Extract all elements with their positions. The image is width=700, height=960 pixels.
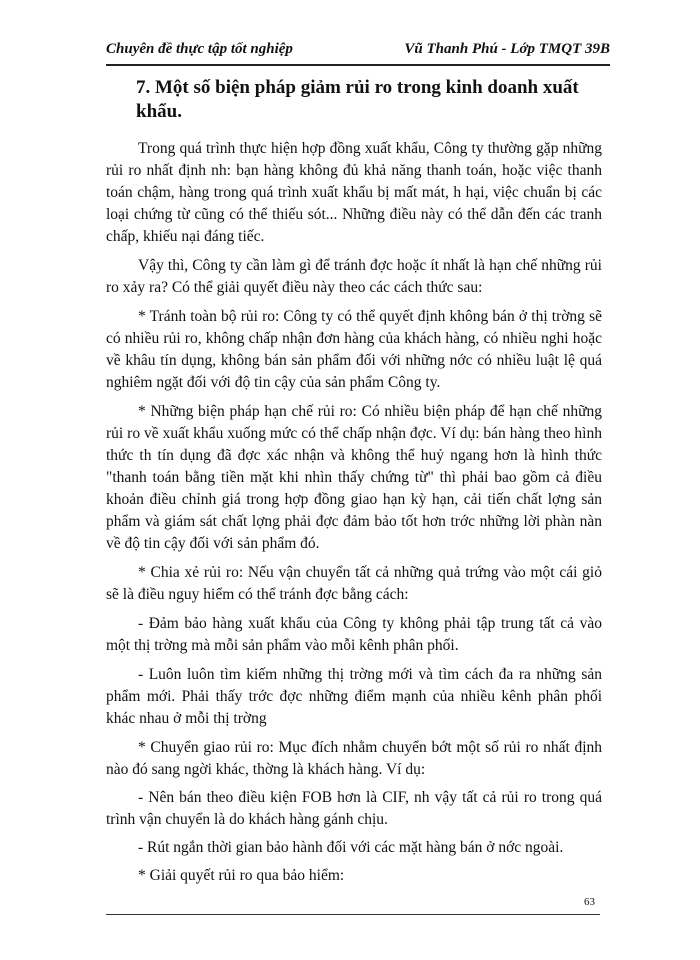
paragraph: - Nên bán theo điều kiện FOB hơn là CIF, nh vậy tất cả rủi ro trong quá trình vận chuyển là do khách hàng gánh chịu. <box>106 789 602 828</box>
paragraph: * Những biện pháp hạn chế rủi ro: Có nhiều biện pháp để hạn chế những rủi ro về xuất khẩu xuống mức có thể chấp nhận đợc. Ví dụ: bán hàng theo hình thức th tín dụng đã đợc xác nhận và không thể huỷ ngang hơn là hình thức "thanh toán bằng tiền mặt khi nhìn thấy chứng từ" thì phải bao gồm cả điều khoản điều chỉnh giá trong hợp đồng giao hạn kỳ hạn, cải tiến chất lợng sản phẩm và giám sát chất lợng phải đợc đảm bảo tốt hơn trớc những lời phàn nàn về độ tin cậy đối với sản phẩm đó. <box>106 403 602 552</box>
paragraph: * Giải quyết rủi ro qua bảo hiểm: <box>138 867 345 884</box>
paragraph: - Đảm bảo hàng xuất khẩu của Công ty không phải tập trung tất cả vào một thị trờng mà mỗi sản phẩm vào mỗi kênh phân phối. <box>106 615 602 654</box>
page-number: 63 <box>584 896 595 908</box>
header-divider <box>106 64 610 66</box>
page-header <box>106 36 610 62</box>
paragraph: * Chuyển giao rủi ro: Mục đích nhằm chuyển bớt một số rủi ro nhất định nào đó sang ngời khác, thờng là khách hàng. Ví dụ: <box>106 739 602 778</box>
paragraph: Vậy thì, Công ty cần làm gì để tránh đợc hoặc ít nhất là hạn chế những rủi ro xảy ra? Có thể giải quyết điều này theo các cách thức sau: <box>106 257 602 296</box>
paragraph: Trong quá trình thực hiện hợp đồng xuất khẩu, Công ty thường gặp những rủi ro nhất định nh: bạn hàng không đủ khả năng thanh toán, hoặc việc thanh toán chậm, hàng trong quá trình xuất khẩu bị mất mát, h hại, việc chuẩn bị các loại chứng từ cũng có thể thiếu sót... Những điều này có thể dẫn đến các tranh chấp, khiếu nại đáng tiếc. <box>106 140 602 245</box>
paragraph: - Rút ngắn thời gian bảo hành đối với các mặt hàng bán ở nớc ngoài. <box>138 839 564 856</box>
page-content <box>106 76 602 893</box>
paragraph: - Luôn luôn tìm kiếm những thị trờng mới và tìm cách đa ra những sản phẩm mới. Phải thấy trớc đợc những điểm mạnh của nhiều kênh phân phối khác nhau ở mỗi thị trờng <box>106 666 602 727</box>
section-title: 7. Một số biện pháp giảm rủi ro trong kinh doanh xuất khẩu. <box>136 77 579 122</box>
footer-divider <box>106 914 600 915</box>
paragraph: * Tránh toàn bộ rủi ro: Công ty có thể quyết định không bán ở thị trờng sẽ có nhiều rủi ro, không chấp nhận đơn hàng của khách hàng, có nhiều nghi hoặc về khâu tín dụng, không bán sản phẩm đối với những nớc có nhiều luật lệ quá nghiêm ngặt đối với độ tin cậy của sản phẩm Công ty. <box>106 308 602 391</box>
header-left-text: Chuyên đề thực tập tốt nghiệp <box>106 41 293 57</box>
header-right-text: Vũ Thanh Phú - Lớp TMQT 39B <box>404 41 610 57</box>
paragraph: * Chia xẻ rủi ro: Nếu vận chuyển tất cả những quả trứng vào một cái giỏ sẽ là điều nguy hiểm có thể tránh đợc bằng cách: <box>106 564 602 603</box>
